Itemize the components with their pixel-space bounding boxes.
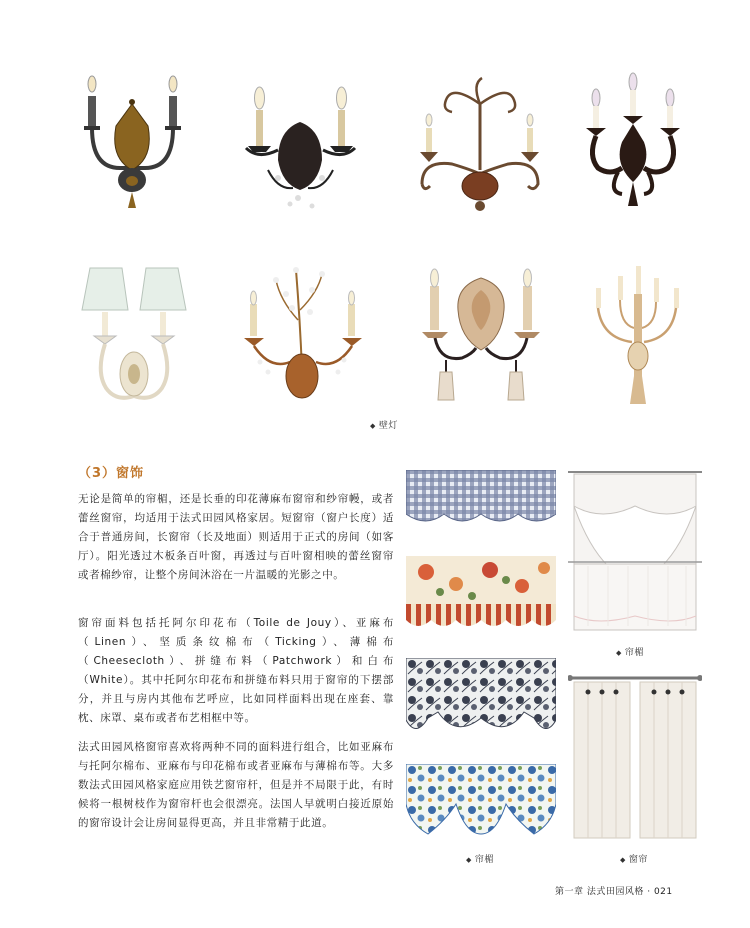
bullet-icon: ◆ xyxy=(370,422,376,430)
curtains-top-caption: ◆ 帘楣 xyxy=(616,648,644,658)
curtain-pleated-panels xyxy=(568,672,702,840)
valances-caption: ◆ 帘楣 xyxy=(466,855,494,865)
sconces-caption: ◆ 壁灯 xyxy=(370,421,398,431)
paragraph-1: 无论是简单的帘楣，还是长垂的印花薄麻布窗帘和纱帘幔，或者蕾丝窗帘，均适用于法式田园风格家居。短窗帘（窗户长度）适合于普通房间，长窗帘（长及地面）则适用于正式的房间（如客厅）。阳光透过木板条百叶窗，再透过与百叶窗相映的蕾丝窗帘或者棉纱帘，让整个房间沐浴在一片温暖的光影之中。 xyxy=(78,493,394,581)
paragraph-3: 法式田园风格窗帘喜欢将两种不同的面料进行组合，比如亚麻布与托阿尔棉布、亚麻布与印花棉布或者亚麻布与薄棉布等。大多数法式田园风格家庭应用铁艺窗帘杆，但是并不局限于此，有时候将一根树枝作为窗帘杆也会很漂亮。法国人早就明白接近原始的窗帘设计会让房间显得更高，并且非常精于此道。 xyxy=(78,741,394,829)
sconce-1 xyxy=(80,68,185,218)
bullet-icon: ◆ xyxy=(466,856,472,864)
page-footer: 第一章 法式田园风格 · 021 xyxy=(555,887,673,897)
paragraph-2: 窗帘面料包括托阿尔印花布（Toile de Jouy）、亚麻布（Linen）、坚质条纹棉布（Ticking）、薄棉布（Cheesecloth）、拼缝布料（Patchwork）和白布（White）。其中托阿尔印花布和拼缝布料只用于窗帘的下摆部分，并且与房内其他布艺呼应，比如同样面料出现在座套、靠枕、床罩、桌布或者布艺相框中等。 xyxy=(78,617,394,724)
curtain-lace-cafe xyxy=(568,466,702,636)
valance-toile xyxy=(406,658,556,738)
valance-floral-striped xyxy=(406,556,556,632)
section-heading: （3）窗饰 xyxy=(78,466,145,481)
sconce-4 xyxy=(578,72,688,217)
sconce-2 xyxy=(238,80,363,215)
sconce-6 xyxy=(240,260,365,410)
valance-blue-floral xyxy=(406,764,556,840)
bullet-icon: ◆ xyxy=(620,856,626,864)
sconce-7 xyxy=(416,268,546,408)
sconce-5 xyxy=(76,262,191,412)
bullet-icon: ◆ xyxy=(616,649,622,657)
sconce-8 xyxy=(588,258,688,410)
valance-gingham xyxy=(406,470,556,530)
sconce-3 xyxy=(412,74,547,214)
curtains-bottom-caption: ◆ 窗帘 xyxy=(620,855,648,865)
